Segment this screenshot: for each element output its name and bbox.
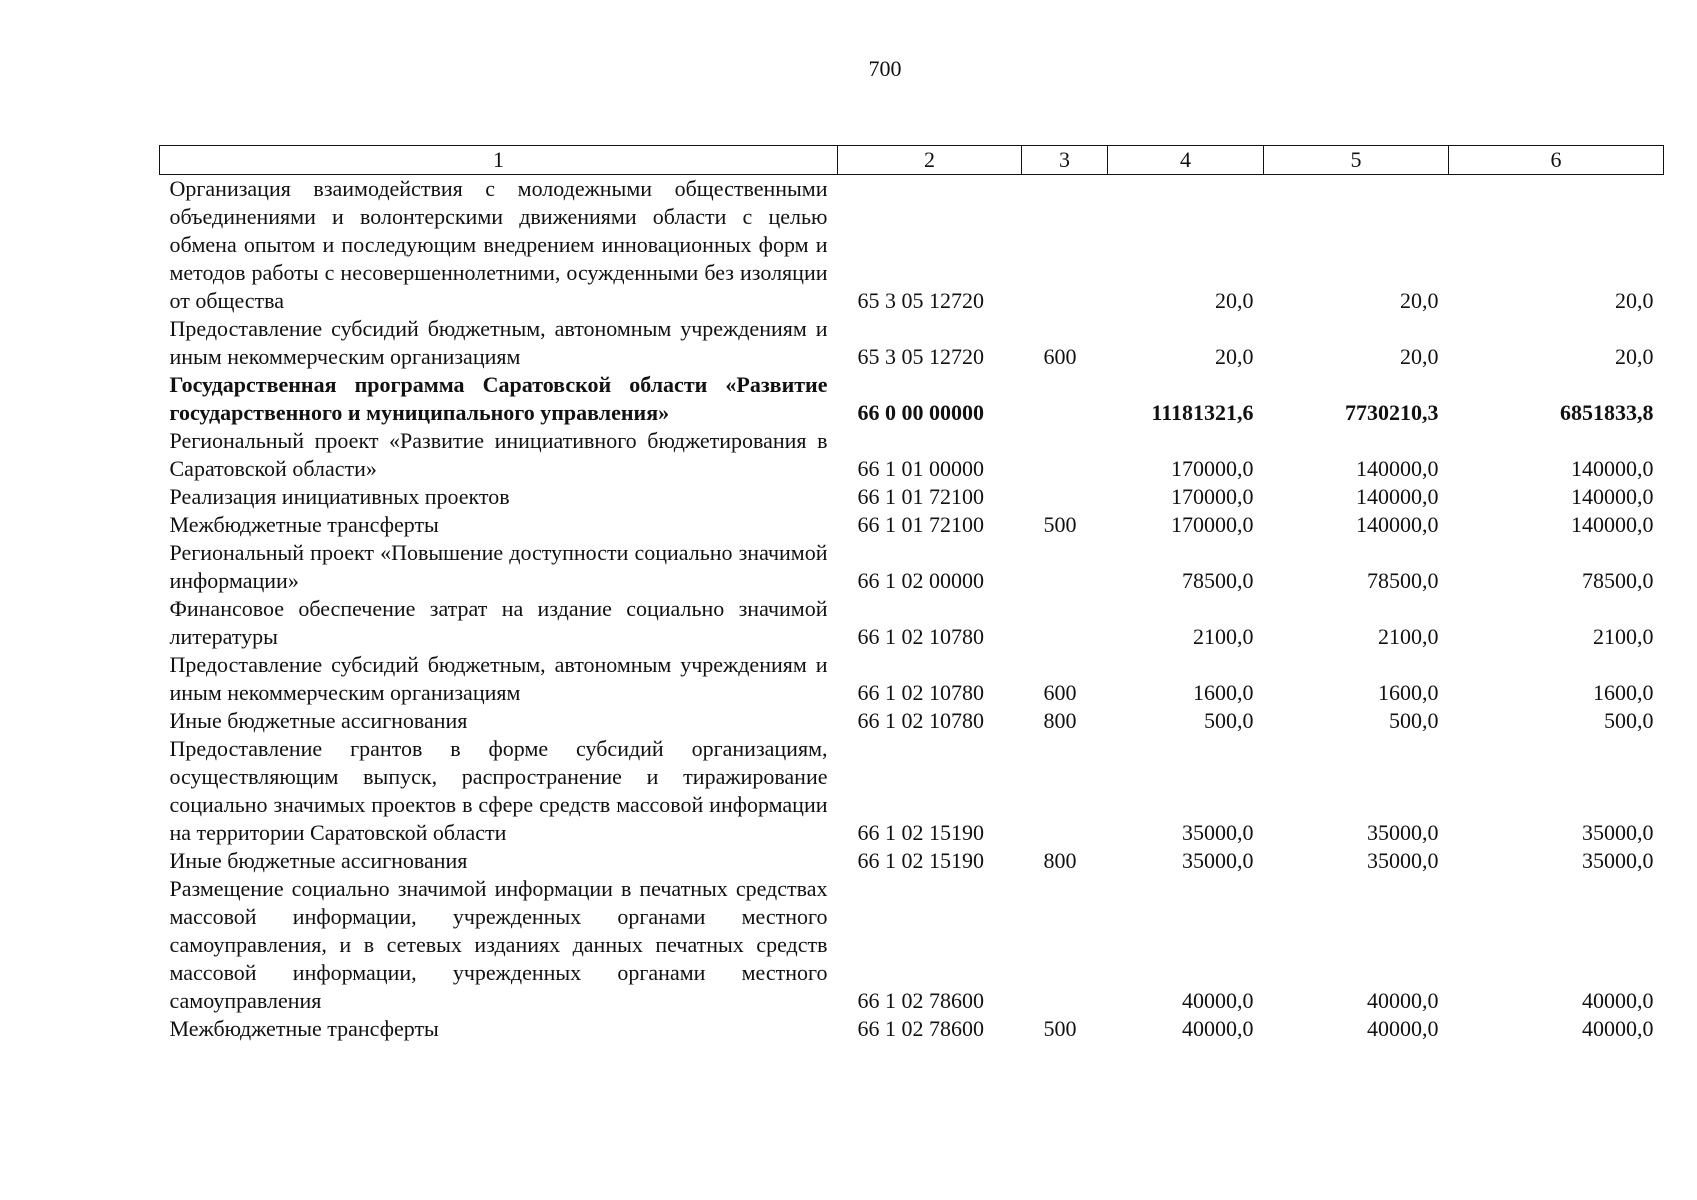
cell-value-year3: 140000,0	[1571, 484, 1654, 509]
table-row	[160, 735, 1664, 847]
cell-value-year3: 140000,0	[1571, 456, 1654, 481]
table-row	[160, 427, 1664, 483]
cell-value-year3: 20,0	[1615, 344, 1654, 369]
cell-value-year3: 35000,0	[1582, 820, 1654, 845]
cell-type	[1022, 175, 1108, 316]
cell-value-year1: 170000,0	[1171, 512, 1254, 537]
cell-value-year1: 78500,0	[1182, 568, 1254, 593]
header-cell-year2: 5	[1264, 146, 1449, 175]
table-row	[160, 875, 1664, 1015]
table-row	[160, 315, 1664, 371]
cell-value-year2: 35000,0	[1367, 820, 1439, 845]
table-row	[160, 847, 1664, 875]
table-row	[160, 175, 1664, 316]
header-cell-year3: 6	[1449, 146, 1664, 175]
cell-type	[1022, 595, 1108, 651]
cell-value-year2: 20,0	[1400, 288, 1439, 313]
cell-name: Финансовое обеспечение затрат на издание социально значимой литературы	[169, 596, 828, 649]
cell-value-year1: 170000,0	[1171, 456, 1254, 481]
cell-value-year1: 35000,0	[1182, 848, 1254, 873]
cell-value-year3: 40000,0	[1582, 988, 1654, 1013]
cell-value-year2: 78500,0	[1367, 568, 1439, 593]
cell-value-year1: 500,0	[1204, 708, 1254, 733]
cell-code: 66 1 02 10780	[857, 708, 984, 733]
cell-type: 500	[1043, 1016, 1077, 1041]
cell-value-year3: 2100,0	[1593, 624, 1654, 649]
budget-table	[159, 145, 1664, 1043]
cell-value-year2: 2100,0	[1378, 624, 1439, 649]
table-row	[160, 483, 1664, 511]
cell-value-year1: 40000,0	[1182, 1016, 1254, 1041]
header-cell-code: 2	[838, 146, 1022, 175]
header-cell-year1: 4	[1108, 146, 1264, 175]
cell-name: Межбюджетные трансферты	[169, 512, 439, 537]
cell-code: 66 1 01 72100	[857, 484, 984, 509]
cell-name: Предоставление субсидий бюджетным, автономным учреждениям и иным некоммерческим организациям	[169, 652, 828, 705]
cell-value-year1: 40000,0	[1182, 988, 1254, 1013]
cell-value-year1: 35000,0	[1182, 820, 1254, 845]
cell-code: 66 1 02 10780	[857, 624, 984, 649]
table-row	[160, 511, 1664, 539]
cell-value-year1: 20,0	[1215, 288, 1254, 313]
cell-value-year2: 40000,0	[1367, 1016, 1439, 1041]
cell-value-year3: 20,0	[1615, 288, 1654, 313]
cell-value-year1: 20,0	[1215, 344, 1254, 369]
cell-value-year2: 35000,0	[1367, 848, 1439, 873]
cell-value-year2: 7730210,3	[1345, 400, 1439, 425]
cell-value-year3: 78500,0	[1582, 568, 1654, 593]
table-body	[160, 175, 1664, 1044]
cell-name: Государственная программа Саратовской области «Развитие государственного и муниципального управления»	[169, 372, 828, 425]
table-row	[160, 1015, 1664, 1043]
cell-name: Организация взаимодействия с молодежными общественными объединениями и волонтерскими движениями области с целью обмена опытом и последующим внедрением инновационных форм и методов работы с несовершеннолетними, осужденными без изоляции от общества	[169, 176, 828, 313]
cell-code: 66 1 02 10780	[857, 680, 984, 705]
cell-type: 800	[1043, 848, 1077, 873]
cell-value-year3: 40000,0	[1582, 1016, 1654, 1041]
cell-value-year2: 20,0	[1400, 344, 1439, 369]
cell-value-year2: 40000,0	[1367, 988, 1439, 1013]
cell-value-year2: 500,0	[1389, 708, 1439, 733]
cell-type: 600	[1043, 344, 1077, 369]
cell-type	[1022, 483, 1108, 511]
cell-value-year1: 11181321,6	[1151, 400, 1254, 425]
cell-type: 600	[1043, 680, 1077, 705]
table-row	[160, 539, 1664, 595]
cell-value-year3: 140000,0	[1571, 512, 1654, 537]
cell-value-year2: 140000,0	[1356, 456, 1439, 481]
cell-name: Межбюджетные трансферты	[169, 1016, 439, 1041]
table-row	[160, 595, 1664, 651]
cell-code: 66 1 02 00000	[857, 568, 984, 593]
cell-type: 800	[1043, 708, 1077, 733]
cell-value-year2: 140000,0	[1356, 484, 1439, 509]
cell-value-year3: 6851833,8	[1560, 400, 1654, 425]
cell-name: Размещение социально значимой информации в печатных средствах массовой информации, учрежденных органами местного самоуправления, и в сетевых изданиях данных печатных средств массовой информации, учрежденных органами местного самоуправления	[169, 876, 828, 1013]
cell-code: 66 1 02 78600	[857, 988, 984, 1013]
page-number: 700	[868, 56, 902, 81]
cell-name: Предоставление грантов в форме субсидий организациям, осуществляющим выпуск, распространение и тиражирование социально значимых проектов в сфере средств массовой информации на территории Саратовской области	[169, 736, 828, 845]
cell-type	[1022, 875, 1108, 1015]
header-row	[160, 146, 1664, 175]
header-cell-type: 3	[1022, 146, 1108, 175]
cell-type	[1022, 735, 1108, 847]
cell-value-year1: 1600,0	[1193, 680, 1254, 705]
cell-value-year3: 500,0	[1604, 708, 1654, 733]
cell-name: Реализация инициативных проектов	[169, 484, 510, 509]
cell-name: Региональный проект «Развитие инициативного бюджетирования в Саратовской области»	[169, 428, 828, 481]
cell-type	[1022, 371, 1108, 427]
table-row	[160, 371, 1664, 427]
table-row	[160, 707, 1664, 735]
cell-value-year2: 1600,0	[1378, 680, 1439, 705]
cell-value-year3: 35000,0	[1582, 848, 1654, 873]
cell-code: 66 1 02 15190	[857, 820, 984, 845]
cell-value-year1: 170000,0	[1171, 484, 1254, 509]
cell-value-year1: 2100,0	[1193, 624, 1254, 649]
cell-value-year2: 140000,0	[1356, 512, 1439, 537]
cell-code: 66 1 01 00000	[857, 456, 984, 481]
cell-value-year3: 1600,0	[1593, 680, 1654, 705]
cell-code: 66 0 00 00000	[857, 400, 984, 425]
cell-name: Региональный проект «Повышение доступности социально значимой информации»	[169, 540, 828, 593]
table-row	[160, 651, 1664, 707]
cell-code: 65 3 05 12720	[857, 288, 984, 313]
cell-type	[1022, 539, 1108, 595]
cell-type	[1022, 427, 1108, 483]
cell-name: Иные бюджетные ассигнования	[169, 848, 468, 873]
cell-name: Предоставление субсидий бюджетным, автономным учреждениям и иным некоммерческим организациям	[169, 316, 828, 369]
table-header	[160, 146, 1664, 175]
cell-code: 66 1 02 78600	[857, 1016, 984, 1041]
header-cell-name: 1	[160, 146, 838, 175]
cell-type: 500	[1043, 512, 1077, 537]
cell-code: 66 1 02 15190	[857, 848, 984, 873]
cell-name: Иные бюджетные ассигнования	[169, 708, 468, 733]
cell-code: 66 1 01 72100	[857, 512, 984, 537]
cell-code: 65 3 05 12720	[857, 344, 984, 369]
